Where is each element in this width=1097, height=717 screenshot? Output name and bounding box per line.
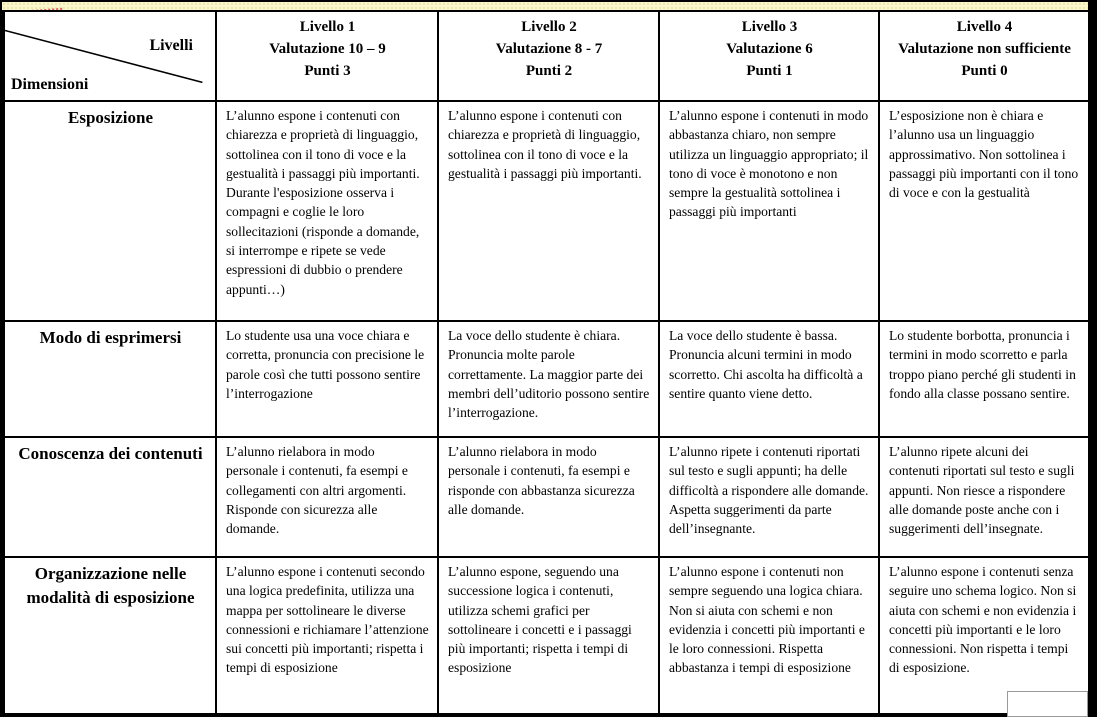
level-valutazione: Valutazione non sufficiente [898, 41, 1071, 57]
level-title: Livello 4 [956, 19, 1013, 35]
cell-conoscenza-livello-1: L’alunno rielabora in modo personale i contenuti, fa esempi e collegamenti con altri argomenti. Risponde con sicurezza alle domande. [216, 437, 438, 557]
cell-modo-livello-3: La voce dello studente è bassa. Pronuncia alcuni termini in modo scorretto. Chi ascolta ha difficoltà a sentire quanto viene detto. [659, 321, 879, 437]
cell-esposizione-livello-4: L’esposizione non è chiara e l’alunno usa un linguaggio approssimativo. Non sottolinea i passaggi più importanti con il tono di voce e con la gestualità [879, 101, 1088, 321]
cell-modo-livello-1: Lo studente usa una voce chiara e corretta, pronuncia con precisione le parole così che tutti possono sentire l’interrogazione [216, 321, 438, 437]
level-valutazione: Valutazione 8 - 7 [495, 41, 603, 57]
cell-modo-livello-2: La voce dello studente è chiara. Pronuncia molte parole correttamente. La maggior parte dei membri dell’uditorio possono sentire l’interrogazione. [438, 321, 659, 437]
cell-modo-livello-4: Lo studente borbotta, pronuncia i termini in modo scorretto e parla troppo piano perché gli studenti in fondo alla classe possano sentire. [879, 321, 1088, 437]
table-row [4, 557, 1088, 713]
level-title: Livello 1 [299, 19, 356, 35]
cell-conoscenza-livello-2: L’alunno rielabora in modo personale i contenuti, fa esempi e risponde con abbastanza sicurezza alle domande. [438, 437, 659, 557]
cell-organizzazione-livello-1: L’alunno espone i contenuti secondo una logica predefinita, utilizza una mappa per sottolineare le diverse connessioni e richiamare l’attenzione sui concetti più importanti; rispetta i tempi di esposizione [216, 557, 438, 713]
row-label-organizzazione: Organizzazione nelle modalità di esposizione [4, 557, 216, 713]
cell-conoscenza-livello-3: L’alunno ripete i contenuti riportati sul testo e sugli appunti; ha delle difficoltà a rispondere alle domande. Aspetta suggerimenti da parte dell’insegnante. [659, 437, 879, 557]
level-punti: Punti 2 [525, 63, 573, 79]
cell-organizzazione-livello-3: L’alunno espone i contenuti non sempre seguendo una logica chiara. Non si aiuta con schemi e non evidenzia i concetti più importanti e le loro connessioni. Rispetta abbastanza i tempi di esposizione [659, 557, 879, 713]
page-top-strip [2, 2, 1088, 10]
column-header-livello-4 [879, 11, 1088, 101]
cell-conoscenza-livello-4: L’alunno ripete alcuni dei contenuti riportati sul testo e sugli appunti. Non riesce a rispondere alle domande poste anche con i suggerimenti dell’insegnate. [879, 437, 1088, 557]
corner-label-dimensioni: Dimensioni [11, 76, 89, 93]
column-header-livello-1 [216, 11, 438, 101]
level-punti: Punti 3 [304, 63, 351, 79]
table-header-row [4, 11, 1088, 101]
cell-esposizione-livello-2: L’alunno espone i contenuti con chiarezza e proprietà di linguaggio, sottolinea con il tono di voce e la gestualità i passaggi più importanti. [438, 101, 659, 321]
level-punti: Punti 1 [746, 63, 793, 79]
cell-organizzazione-livello-2: L’alunno espone, seguendo una successione logica i contenuti, utilizza schemi grafici per sottolineare i concetti e i passaggi più importanti; rispetta i tempi di esposizione [438, 557, 659, 713]
corner-header-cell [4, 11, 216, 101]
row-label-conoscenza-dei-contenuti: Conoscenza dei contenuti [4, 437, 216, 557]
level-punti: Punti 0 [961, 63, 1008, 79]
table-row [4, 437, 1088, 557]
cell-esposizione-livello-1: L’alunno espone i contenuti con chiarezza e proprietà di linguaggio, sottolinea con il tono di voce e la gestualità i passaggi più importanti. Durante l'esposizione osserva i compagni e coglie le loro sollecitazioni (risponde a domande, si interrompe e ripete se vede espressioni di dubbio o prendere appunti…) [216, 101, 438, 321]
column-header-livello-3 [659, 11, 879, 101]
cell-organizzazione-livello-4: L’alunno espone i contenuti senza seguire uno schema logico. Non si aiuta con schemi e non evidenzia i concetti più importanti e le loro connessioni. Non rispetta i tempi di esposizione. [879, 557, 1088, 713]
level-title: Livello 2 [521, 19, 577, 35]
evaluation-rubric-table [3, 10, 1088, 713]
level-valutazione: Valutazione 10 – 9 [269, 41, 386, 57]
bottom-right-box [1007, 691, 1088, 717]
rubric-document [3, 10, 1088, 713]
row-label-esposizione: Esposizione [4, 101, 216, 321]
corner-label-livelli: Livelli [149, 37, 193, 54]
cell-esposizione-livello-3: L’alunno espone i contenuti in modo abbastanza chiaro, non sempre utilizza un linguaggio appropriato; il tono di voce è monotono e non sempre la gestualità sottolinea i passaggi più importanti [659, 101, 879, 321]
table-row [4, 101, 1088, 321]
row-label-modo-di-esprimersi: Modo di esprimersi [4, 321, 216, 437]
level-valutazione: Valutazione 6 [726, 41, 813, 57]
column-header-livello-2 [438, 11, 659, 101]
level-title: Livello 3 [741, 19, 798, 35]
table-row [4, 321, 1088, 437]
